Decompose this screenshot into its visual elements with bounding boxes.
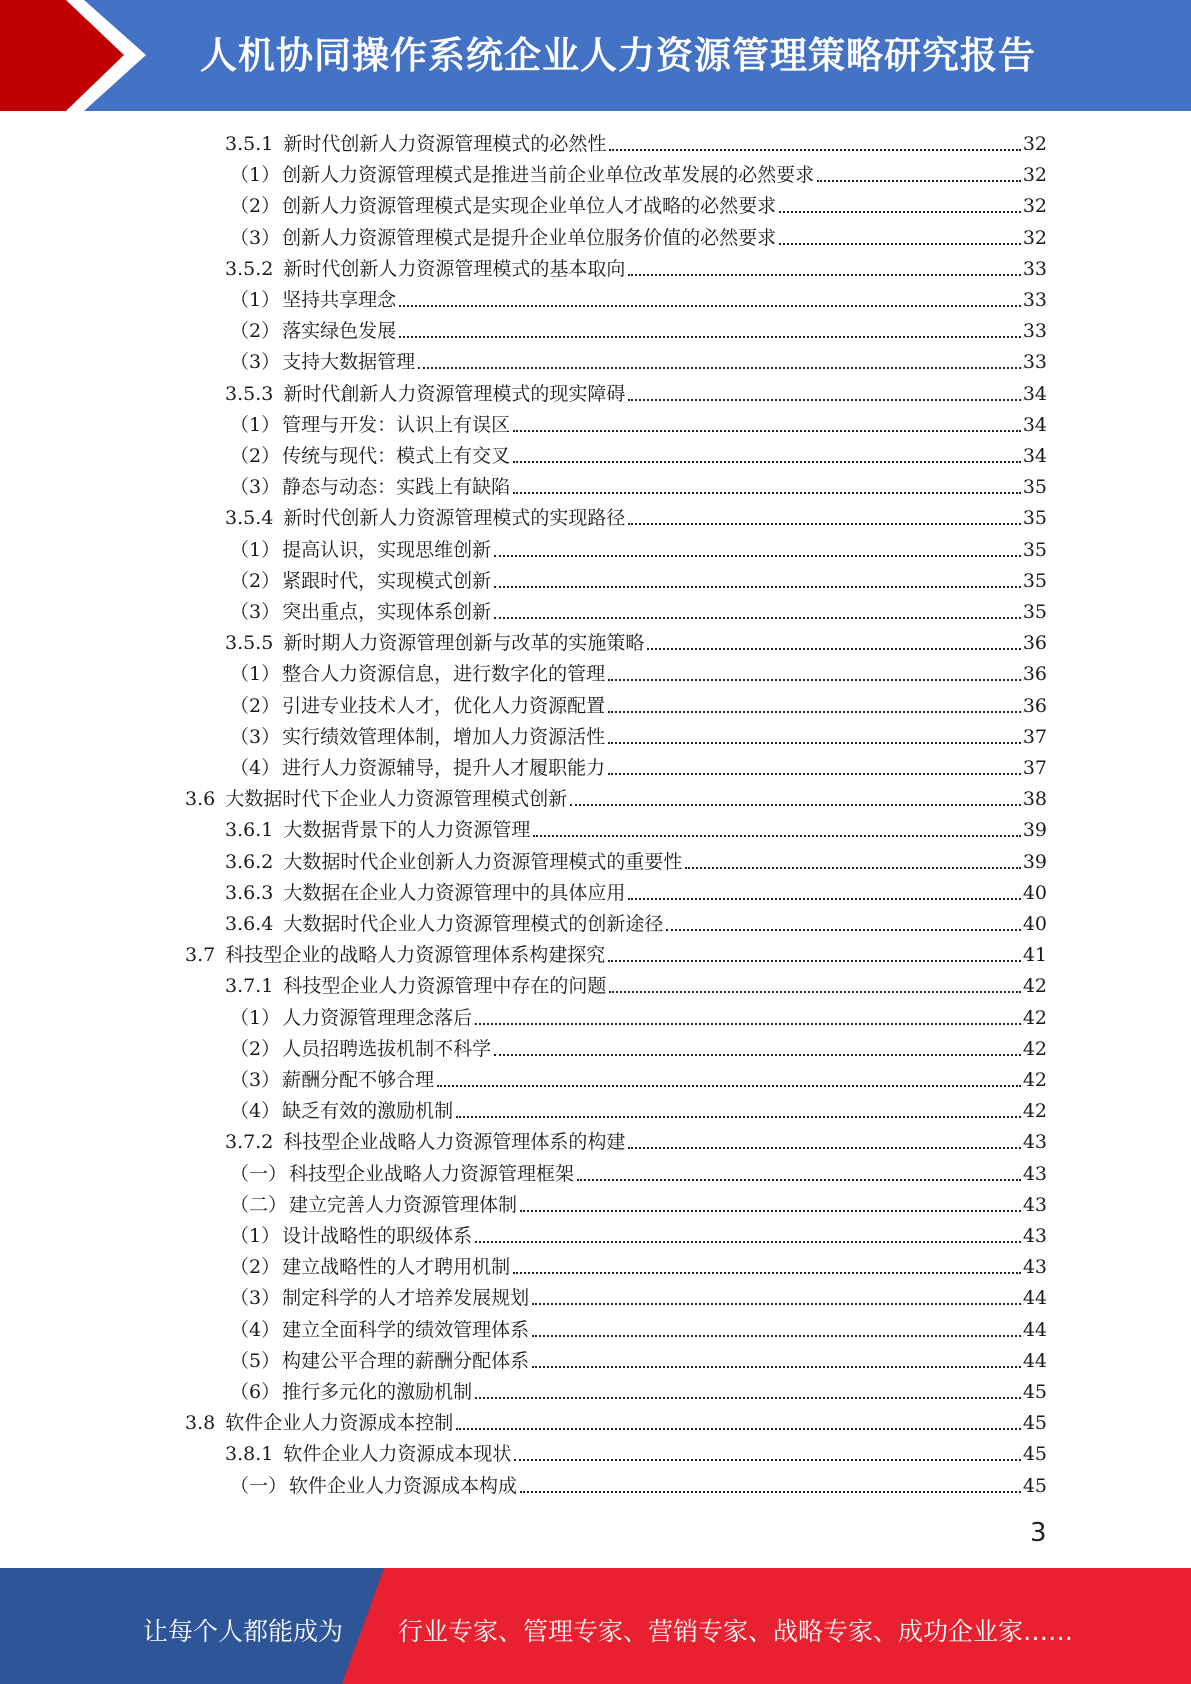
toc-entry-number: （4） (230, 1100, 281, 1123)
toc-entry-number: 3.7 (185, 944, 216, 967)
toc-entry[interactable] (230, 750, 1047, 781)
toc-entry[interactable] (230, 1374, 1047, 1405)
toc-entry-page: 44 (1022, 1287, 1047, 1310)
toc-dot-leader (520, 1210, 1021, 1212)
toc-entry[interactable] (230, 1093, 1047, 1124)
toc-dot-leader (608, 773, 1021, 775)
toc-entry[interactable] (230, 282, 1047, 313)
toc-entry[interactable] (225, 968, 1047, 999)
toc-entry-title: 创新人力资源管理模式是推进当前企业单位改革发展的必然要求 (282, 164, 815, 187)
toc-entry-number: （3） (230, 1069, 281, 1091)
toc-entry[interactable] (225, 1436, 1047, 1467)
toc-entry-title: 软件企业人力资源成本构成 (289, 1474, 518, 1497)
toc-dot-leader (570, 804, 1021, 806)
toc-entry-page: 33 (1022, 351, 1047, 374)
toc-entry-page: 37 (1022, 725, 1047, 748)
toc-entry-title: 大数据在企业人力资源管理中的具体应用 (283, 881, 626, 904)
toc-entry[interactable] (230, 532, 1047, 563)
toc-entry-page: 43 (1022, 1256, 1047, 1279)
toc-entry-number: （3） (230, 1287, 281, 1310)
toc-entry-number: （一） (230, 1474, 288, 1497)
toc-entry-number: 3.6 (185, 788, 216, 811)
toc-entry[interactable] (230, 688, 1047, 719)
toc-entry[interactable] (230, 344, 1047, 375)
toc-entry-number: 3.7.1 (225, 975, 274, 998)
toc-entry-title: 科技型企业人力资源管理中存在的问题 (283, 975, 607, 998)
toc-entry[interactable] (225, 251, 1047, 282)
toc-entry-page: 45 (1022, 1381, 1047, 1403)
toc-entry-page: 43 (1022, 1225, 1047, 1247)
toc-entry-title: 薪酬分配不够合理 (282, 1069, 435, 1091)
toc-dot-leader (475, 1397, 1021, 1399)
toc-entry-page: 35 (1022, 538, 1047, 561)
toc-entry-title: 科技型企业战略人力资源管理体系的构建 (283, 1131, 626, 1154)
toc-dot-leader (513, 430, 1021, 432)
toc-dot-leader (418, 367, 1021, 369)
toc-entry-title: 管理与开发：认识上有误区 (282, 413, 511, 436)
toc-entry-page: 45 (1022, 1443, 1047, 1466)
toc-entry-title: 突出重点，实现体系创新 (282, 601, 492, 623)
toc-dot-leader (513, 492, 1021, 494)
toc-entry-page: 34 (1022, 445, 1047, 467)
toc-entry-number: （1） (230, 164, 281, 187)
toc-dot-leader (628, 399, 1020, 401)
toc-entry[interactable] (230, 220, 1047, 251)
toc-entry-title: 支持大数据管理 (282, 351, 416, 374)
toc-entry-title: 建立战略性的人才聘用机制 (282, 1256, 511, 1279)
toc-dot-leader (608, 742, 1021, 744)
toc-entry[interactable] (230, 1156, 1047, 1187)
toc-entry-number: （一） (230, 1162, 288, 1185)
toc-entry-page: 32 (1022, 164, 1047, 187)
toc-dot-leader (520, 1491, 1021, 1493)
toc-entry-page: 35 (1022, 569, 1047, 592)
toc-entry-title: 落实绿色发展 (282, 320, 397, 343)
toc-entry[interactable] (230, 157, 1047, 188)
toc-entry-title: 创新人力资源管理模式是提升企业单位服务价值的必然要求 (282, 226, 777, 249)
toc-entry[interactable] (225, 625, 1047, 656)
toc-entry-title: 缺乏有效的激励机制 (282, 1100, 454, 1123)
toc-entry-number: （2） (230, 195, 281, 218)
toc-entry-title: 新时代创新人力资源管理模式的必然性 (283, 133, 607, 155)
toc-dot-leader (532, 1303, 1021, 1305)
toc-entry[interactable] (225, 126, 1047, 157)
toc-entry[interactable] (230, 563, 1047, 594)
toc-entry[interactable] (230, 1343, 1047, 1374)
toc-dot-leader (399, 336, 1021, 338)
toc-entry-number: （4） (230, 1318, 281, 1341)
toc-entry[interactable] (230, 1218, 1047, 1249)
toc-dot-leader (666, 929, 1020, 931)
toc-entry[interactable] (230, 594, 1047, 625)
toc-entry-title: 软件企业人力资源成本控制 (225, 1412, 454, 1435)
page-number: 3 (1030, 1518, 1047, 1548)
toc-entry-title: 制定科学的人才培养发展规划 (282, 1287, 530, 1310)
toc-dot-leader (532, 1366, 1021, 1368)
toc-dot-leader (494, 1054, 1021, 1056)
toc-entry-title: 人力资源管理理念落后 (282, 1006, 473, 1029)
toc-entry-number: （二） (230, 1193, 288, 1216)
toc-dot-leader (647, 648, 1020, 650)
toc-entry-title: 传统与现代：模式上有交叉 (282, 445, 511, 467)
toc-entry[interactable] (225, 844, 1047, 875)
report-title: 人机协同操作系统企业人力资源管理策略研究报告 (200, 34, 1036, 77)
toc-entry-title: 软件企业人力资源成本现状 (283, 1443, 512, 1466)
toc-dot-leader (475, 1023, 1021, 1025)
toc-entry-title: 新时期人力资源管理创新与改革的实施策略 (283, 632, 645, 655)
toc-entry-title: 建立完善人力资源管理体制 (289, 1193, 518, 1216)
toc-entry-page: 45 (1022, 1474, 1047, 1497)
toc-entry-page: 33 (1022, 320, 1047, 343)
toc-entry-number: （1） (230, 663, 281, 686)
toc-dot-leader (685, 867, 1020, 869)
toc-entry-number: （3） (230, 476, 281, 499)
toc-entry-page: 34 (1022, 413, 1047, 436)
toc-entry-page: 37 (1022, 757, 1047, 779)
footer-expert-list: 行业专家、管理专家、营销专家、战略专家、成功企业家…… (398, 1617, 1074, 1646)
toc-dot-leader (628, 523, 1020, 525)
toc-entry[interactable] (185, 781, 1047, 812)
toc-entry-title: 引进专业技术人才，优化人力资源配置 (282, 694, 606, 717)
toc-entry-title: 构建公平合理的薪酬分配体系 (282, 1349, 530, 1372)
toc-entry-page: 42 (1022, 1037, 1047, 1060)
toc-entry-page: 36 (1022, 694, 1047, 717)
toc-entry-page: 35 (1022, 476, 1047, 499)
toc-entry-number: （3） (230, 351, 281, 374)
toc-entry[interactable] (230, 1468, 1047, 1499)
toc-entry-number: （6） (230, 1381, 281, 1403)
toc-dot-leader (494, 617, 1021, 619)
toc-entry-title: 大数据背景下的人力资源管理 (283, 819, 531, 842)
toc-entry-title: 设计战略性的职级体系 (282, 1225, 473, 1247)
toc-entry-number: 3.6.2 (225, 850, 274, 873)
toc-entry-number: （4） (230, 757, 281, 779)
toc-dot-leader (437, 1085, 1021, 1087)
toc-entry-page: 42 (1022, 975, 1047, 998)
toc-entry[interactable] (230, 407, 1047, 438)
toc-entry-title: 实行绩效管理体制，增加人力资源活性 (282, 725, 606, 748)
toc-dot-leader (628, 274, 1020, 276)
toc-entry-page: 32 (1022, 133, 1047, 155)
toc-entry-number: 3.8 (185, 1412, 216, 1435)
toc-entry-number: （3） (230, 725, 281, 748)
toc-entry-number: （1） (230, 538, 281, 561)
toc-entry-title: 建立全面科学的绩效管理体系 (282, 1318, 530, 1341)
toc-entry[interactable] (230, 1000, 1047, 1031)
toc-entry-title: 人员招聘选拔机制不科学 (282, 1037, 492, 1060)
toc-entry-number: 3.5.5 (225, 632, 274, 655)
toc-entry[interactable] (225, 500, 1047, 531)
toc-dot-leader (456, 1428, 1021, 1430)
toc-entry[interactable] (230, 438, 1047, 469)
toc-entry-page: 41 (1022, 944, 1047, 967)
toc-entry-page: 43 (1022, 1193, 1047, 1216)
toc-dot-leader (608, 960, 1021, 962)
toc-entry-number: （2） (230, 694, 281, 717)
toc-entry-number: 3.6.4 (225, 913, 274, 935)
toc-entry[interactable] (185, 937, 1047, 968)
toc-entry-title: 提高认识，实现思维创新 (282, 538, 492, 561)
toc-entry-page: 43 (1022, 1131, 1047, 1154)
toc-entry[interactable] (230, 719, 1047, 750)
toc-entry-page: 35 (1022, 601, 1047, 623)
toc-dot-leader (494, 555, 1021, 557)
toc-entry-page: 42 (1022, 1006, 1047, 1029)
toc-entry-number: （2） (230, 320, 281, 343)
toc-dot-leader (577, 1179, 1021, 1181)
toc-entry-page: 34 (1022, 382, 1047, 405)
toc-entry-title: 科技型企业的战略人力资源管理体系构建探究 (225, 944, 606, 967)
toc-dot-leader (609, 991, 1020, 993)
toc-entry-title: 新时代創新人力资源管理模式的现实障碍 (283, 382, 626, 405)
toc-entry-page: 43 (1022, 1162, 1047, 1185)
toc-entry[interactable] (225, 875, 1047, 906)
toc-entry-title: 进行人力资源辅导，提升人才履职能力 (282, 757, 606, 779)
toc-dot-leader (628, 898, 1020, 900)
toc-entry-number: 3.8.1 (225, 1443, 274, 1466)
toc-entry[interactable] (230, 1280, 1047, 1311)
footer-slogan: 让每个人都能成为 (143, 1617, 344, 1646)
toc-dot-leader (779, 211, 1021, 213)
toc-entry-number: （1） (230, 1006, 281, 1029)
toc-dot-leader (399, 305, 1021, 307)
toc-entry-page: 40 (1022, 881, 1047, 904)
toc-entry-title: 大数据时代企业人力资源管理模式的创新途径 (283, 913, 664, 935)
toc-entry-number: 3.6.3 (225, 881, 274, 904)
toc-entry-page: 44 (1022, 1349, 1047, 1372)
toc-entry-page: 39 (1022, 819, 1047, 842)
toc-entry-number: 3.5.2 (225, 257, 274, 280)
toc-entry-page: 33 (1022, 257, 1047, 280)
toc-dot-leader (779, 243, 1021, 245)
toc-dot-leader (514, 1459, 1020, 1461)
toc-entry[interactable] (185, 1405, 1047, 1436)
toc-dot-leader (513, 461, 1021, 463)
toc-entry-page: 32 (1022, 195, 1047, 218)
toc-entry-title: 新时代创新人力资源管理模式的基本取向 (283, 257, 626, 280)
toc-entry-title: 静态与动态：实践上有缺陷 (282, 476, 511, 499)
toc-entry[interactable] (230, 188, 1047, 219)
toc-entry-title: 科技型企业战略人力资源管理框架 (289, 1162, 575, 1185)
toc-entry-number: （2） (230, 445, 281, 467)
toc-entry[interactable] (225, 812, 1047, 843)
toc-entry-title: 新时代创新人力资源管理模式的实现路径 (283, 507, 626, 530)
toc-entry-title: 大数据时代下企业人力资源管理模式创新 (225, 788, 568, 811)
toc-entry-page: 45 (1022, 1412, 1047, 1435)
toc-entry[interactable] (230, 1312, 1047, 1343)
toc-entry-page: 35 (1022, 507, 1047, 530)
page-footer (0, 1568, 1191, 1684)
toc-dot-leader (494, 586, 1021, 588)
toc-entry-number: （3） (230, 601, 281, 623)
toc-dot-leader (608, 711, 1021, 713)
toc-entry-page: 44 (1022, 1318, 1047, 1341)
toc-entry-title: 紧跟时代，实现模式创新 (282, 569, 492, 592)
toc-dot-leader (532, 1335, 1021, 1337)
toc-entry-number: （1） (230, 289, 281, 311)
toc-entry-title: 推行多元化的激励机制 (282, 1381, 473, 1403)
toc-entry-number: （1） (230, 413, 281, 436)
toc-dot-leader (609, 149, 1020, 151)
toc-entry-title: 大数据时代企业创新人力资源管理模式的重要性 (283, 850, 683, 873)
toc-entry-page: 42 (1022, 1069, 1047, 1091)
toc-entry-number: 3.7.2 (225, 1131, 274, 1154)
toc-entry-page: 36 (1022, 632, 1047, 655)
toc-entry-number: （2） (230, 1037, 281, 1060)
toc-entry[interactable] (225, 906, 1047, 937)
toc-entry[interactable] (230, 1031, 1047, 1062)
toc-dot-leader (456, 1116, 1021, 1118)
toc-dot-leader (628, 1147, 1020, 1149)
toc-dot-leader (533, 835, 1020, 837)
toc-entry-number: 3.5.4 (225, 507, 274, 530)
toc-entry-page: 38 (1022, 788, 1047, 811)
toc-entry-number: 3.6.1 (225, 819, 274, 842)
toc-entry-number: （1） (230, 1225, 281, 1247)
toc-entry-page: 32 (1022, 226, 1047, 249)
toc-entry[interactable] (230, 313, 1047, 344)
toc-entry-title: 整合人力资源信息，进行数字化的管理 (282, 663, 606, 686)
toc-entry-page: 36 (1022, 663, 1047, 686)
toc-entry-number: （2） (230, 1256, 281, 1279)
toc-entry-number: （2） (230, 569, 281, 592)
toc-entry[interactable] (230, 1187, 1047, 1218)
toc-entry-number: 3.5.3 (225, 382, 274, 405)
toc-entry[interactable] (225, 1124, 1047, 1155)
toc-entry-number: 3.5.1 (225, 133, 274, 155)
toc-dot-leader (608, 679, 1021, 681)
toc-dot-leader (817, 180, 1021, 182)
toc-entry[interactable] (230, 469, 1047, 500)
toc-entry[interactable] (225, 376, 1047, 407)
toc-entry-page: 33 (1022, 289, 1047, 311)
page-header (0, 0, 1191, 111)
toc-dot-leader (475, 1241, 1021, 1243)
toc-entry[interactable] (230, 1062, 1047, 1093)
toc-entry[interactable] (230, 656, 1047, 687)
toc-entry-title: 坚持共享理念 (282, 289, 397, 311)
toc-entry-number: （3） (230, 226, 281, 249)
toc-entry-page: 39 (1022, 850, 1047, 873)
toc-entry-number: （5） (230, 1349, 281, 1372)
toc-entry[interactable] (230, 1249, 1047, 1280)
toc-entry-title: 创新人力资源管理模式是实现企业单位人才战略的必然要求 (282, 195, 777, 218)
toc-dot-leader (513, 1272, 1021, 1274)
toc-entry-page: 40 (1022, 913, 1047, 935)
toc-entry-page: 42 (1022, 1100, 1047, 1123)
